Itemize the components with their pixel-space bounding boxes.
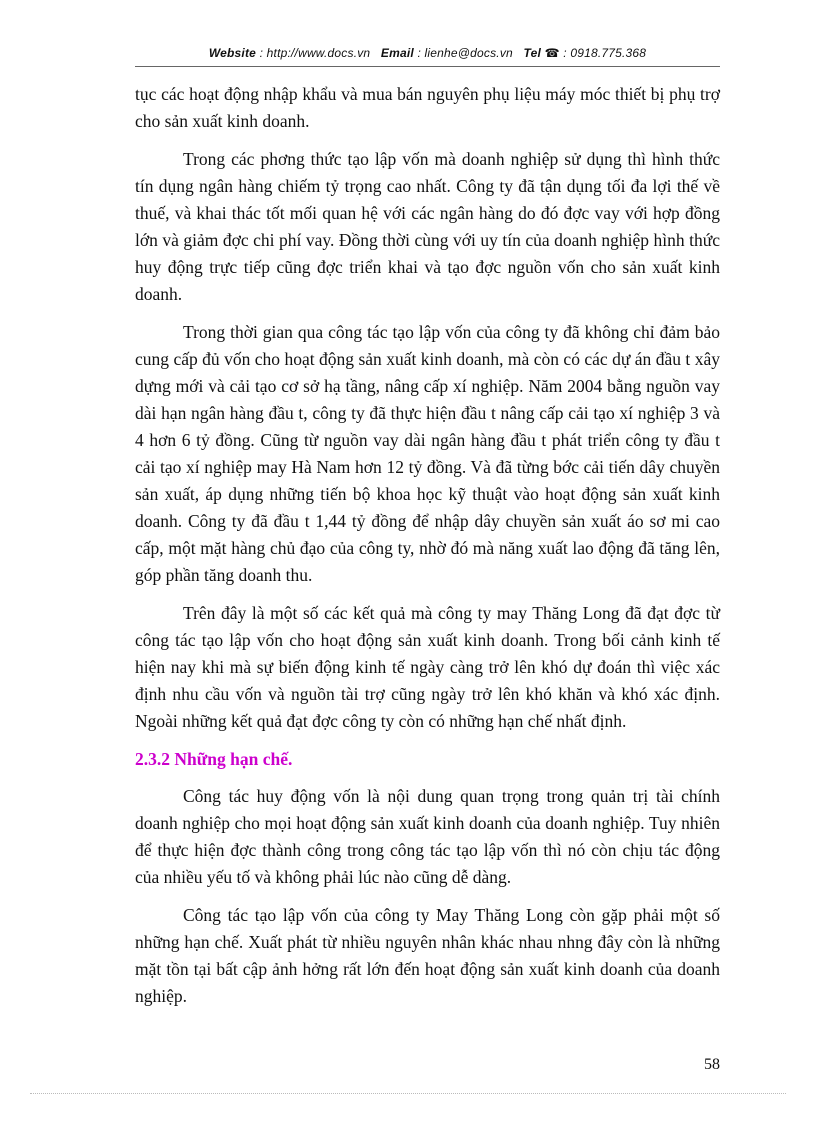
header-divider (135, 66, 720, 67)
paragraph-capital-mobilization: Công tác huy động vốn là nội dung quan trọng trong quản trị tài chính doanh nghiệp cho mọi hoạt động sản xuất kinh doanh của doanh nghiệp. Tuy nhiên để thực hiện đợc thành công trong công tác tạo lập vốn thì nó còn chịu tác động của nhiều yếu tố và không phải lúc nào cũng dễ dàng. (135, 786, 720, 887)
email-label: Email (380, 46, 414, 60)
paragraph-limitations: Công tác tạo lập vốn của công ty May Thăng Long còn gặp phải một số những hạn chế. Xuất phát từ nhiều nguyên nhân khác nhau nhng đây còn là những mặt tồn tại bất cập ảnh hởng rất lớn đến hoạt động sản xuất kinh doanh của doanh nghiệp. (135, 905, 720, 1006)
paragraph-results: Trên đây là một số các kết quả mà công ty may Thăng Long đã đạt đợc từ công tác tạo lập vốn cho hoạt động sản xuất kinh doanh. Trong bối cảnh kinh tế hiện nay khi mà sự biến động kinh tế ngày càng trở lên khó dự đoán thì việc xác định nhu cầu vốn và nguồn tài trợ cũng ngày trở lên khó khăn và khó xác định. Ngoài những kết quả đạt đợc công ty còn có những hạn chế nhất định. (135, 603, 720, 731)
page-header (135, 46, 720, 60)
website-label: Website (208, 46, 257, 60)
page-number: 58 (704, 1056, 720, 1073)
footer-divider (30, 1093, 786, 1094)
phone-icon: ☎ (544, 46, 560, 60)
section-heading: 2.3.2 Những hạn chế. (135, 749, 293, 769)
page-body (135, 81, 720, 1021)
website-value: : http://www.docs.vn (259, 46, 371, 60)
email-value: : lienhe@docs.vn (417, 46, 513, 60)
tel-value: : 0918.775.368 (563, 46, 647, 60)
paragraph-credit-forms: Trong các phơng thức tạo lập vốn mà doanh nghiệp sử dụng thì hình thức tín dụng ngân hàng chiếm tỷ trọng cao nhất. Công ty đã tận dụng tối đa lợi thế về thuế, và khai thác tốt mối quan hệ với các ngân hàng do đó đợc vay với hợp đồng lớn và giảm đợc chi phí vay. Đồng thời cùng với uy tín của doanh nghiệp hình thức huy động trực tiếp cũng đợc triển khai và tạo đợc nguồn vốn cho sản xuất kinh doanh. (135, 149, 720, 304)
paragraph-investments: Trong thời gian qua công tác tạo lập vốn của công ty đã không chỉ đảm bảo cung cấp đủ vốn cho hoạt động sản xuất kinh doanh, mà còn có các dự án đầu t xây dựng mới và cải tạo cơ sở hạ tầng, nâng cấp xí nghiệp. Năm 2004 bằng nguồn vay dài hạn ngân hàng đầu t, công ty đã thực hiện đầu t nâng cấp cải tạo xí nghiệp 3 và 4 hơn 6 tỷ đồng. Cũng từ nguồn vay dài ngân hàng đầu t phát triển công ty đầu t cải tạo xí nghiệp may Hà Nam hơn 12 tỷ đồng. Và đã từng bớc cải tiến dây chuyền sản xuất, áp dụng những tiến bộ khoa học kỹ thuật vào hoạt động sản xuất kinh doanh. Công ty đã đầu t 1,44 tỷ đồng để nhập dây chuyền sản xuất áo sơ mi cao cấp, một mặt hàng chủ đạo của công ty, nhờ đó mà năng xuất lao động đã tăng lên, góp phần tăng doanh thu. (135, 322, 720, 585)
paragraph-continuation: tục các hoạt động nhập khẩu và mua bán nguyên phụ liệu máy móc thiết bị phụ trợ cho sản xuất kinh doanh. (135, 84, 720, 131)
tel-label: Tel (523, 46, 542, 60)
